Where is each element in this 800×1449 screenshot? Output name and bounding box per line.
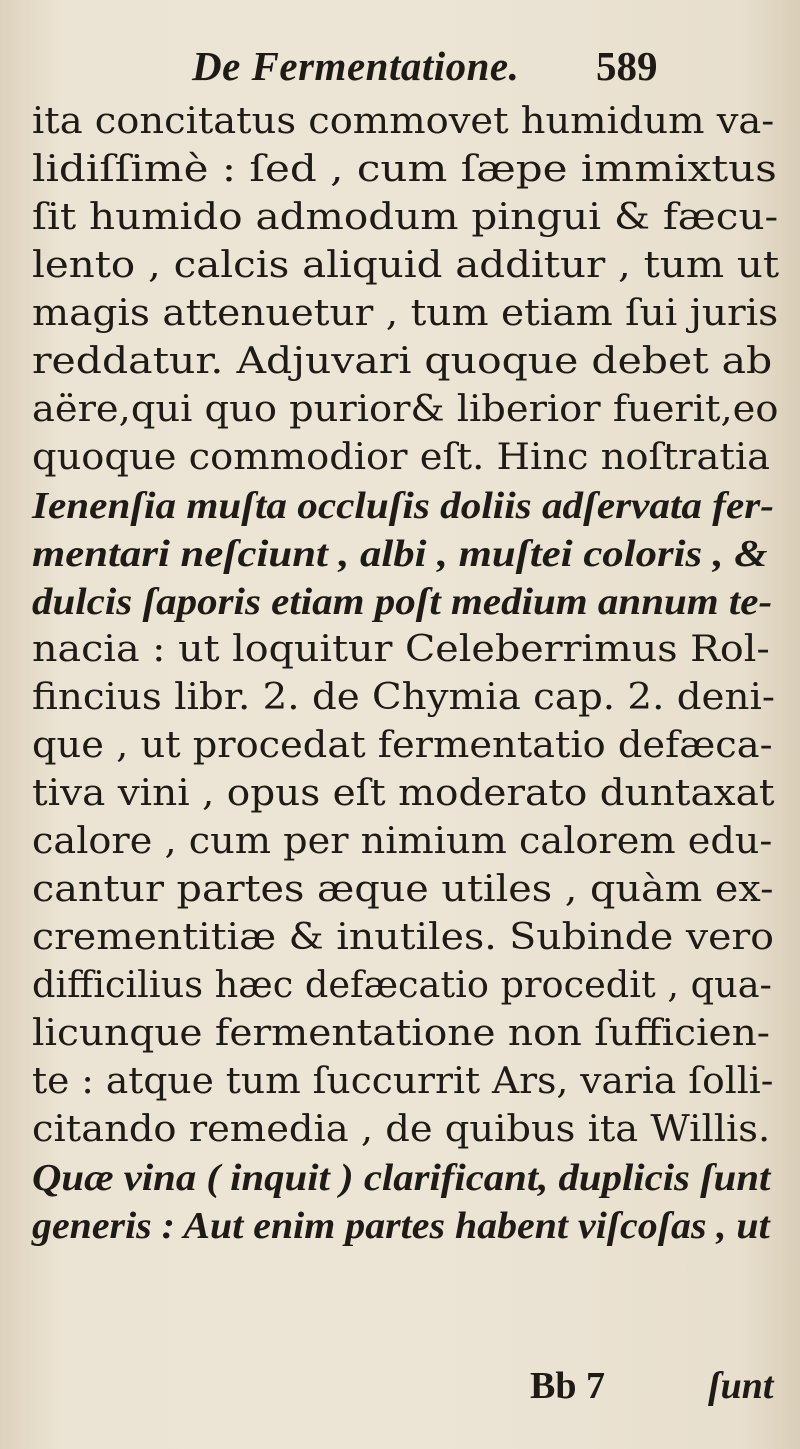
text-line: calore , cum per nimium calorem edu- bbox=[32, 821, 773, 862]
text-line: dulcis ſaporis etiam poſt medium annum te- bbox=[32, 581, 773, 623]
text-line: fincius libr. 2. de Chymia cap. 2. deni- bbox=[32, 677, 775, 718]
text-line: te : atque tum ſuccurrit Ars, varia ſolli- bbox=[32, 1061, 774, 1102]
text-line: lento , calcis aliquid additur , tum ut bbox=[32, 245, 780, 286]
text-line: ſit humido admodum pingui & fæcu- bbox=[32, 197, 779, 238]
running-title: De Fermentatione. bbox=[192, 43, 520, 89]
text-line: generis : Aut enim partes habent viſcoſas , ut bbox=[32, 1205, 770, 1247]
text-line: mentari neſciunt , albi , muſtei coloris , & bbox=[32, 533, 768, 575]
text-line: tiva vini , opus eſt moderato duntaxat bbox=[32, 773, 775, 814]
text-line: ita concitatus commovet humidum va- bbox=[32, 101, 775, 142]
text-line: aëre,qui quo purior& liberior fuerit,eo bbox=[32, 389, 779, 430]
catchword: ſunt bbox=[708, 1365, 774, 1407]
page-number: 589 bbox=[596, 43, 658, 89]
text-line: cantur partes æque utiles , quàm ex- bbox=[32, 869, 774, 910]
text-line: reddatur. Adjuvari quoque debet ab bbox=[32, 341, 773, 382]
signature-mark: Bb 7 bbox=[530, 1365, 605, 1407]
text-line: magis attenuetur , tum etiam ſui juris bbox=[32, 293, 779, 334]
text-line: crementitiæ & inutiles. Subinde vero bbox=[32, 917, 775, 958]
text-line: que , ut procedat fermentatio defæca- bbox=[32, 725, 773, 766]
text-line: lidiſſimè : ſed , cum ſæpe immixtus bbox=[32, 149, 777, 190]
text-line: Ienenſia muſta occluſis doliis adſervata fer- bbox=[32, 485, 774, 527]
text-line: licunque fermentatione non ſufficien- bbox=[32, 1013, 770, 1054]
text-line: Quæ vina ( inquit ) clarificant, duplicis ſunt bbox=[32, 1157, 771, 1199]
page-header bbox=[0, 38, 800, 102]
text-line: citando remedia , de quibus ita Willis. bbox=[32, 1109, 771, 1150]
text-line: quoque commodior eſt. Hinc noſtratia bbox=[32, 437, 771, 478]
page-footer bbox=[0, 1364, 800, 1424]
text-line: nacia : ut loquitur Celeberrimus Rol- bbox=[32, 629, 770, 670]
text-line: difficilius hæc defæcatio procedit , qua- bbox=[32, 965, 772, 1006]
